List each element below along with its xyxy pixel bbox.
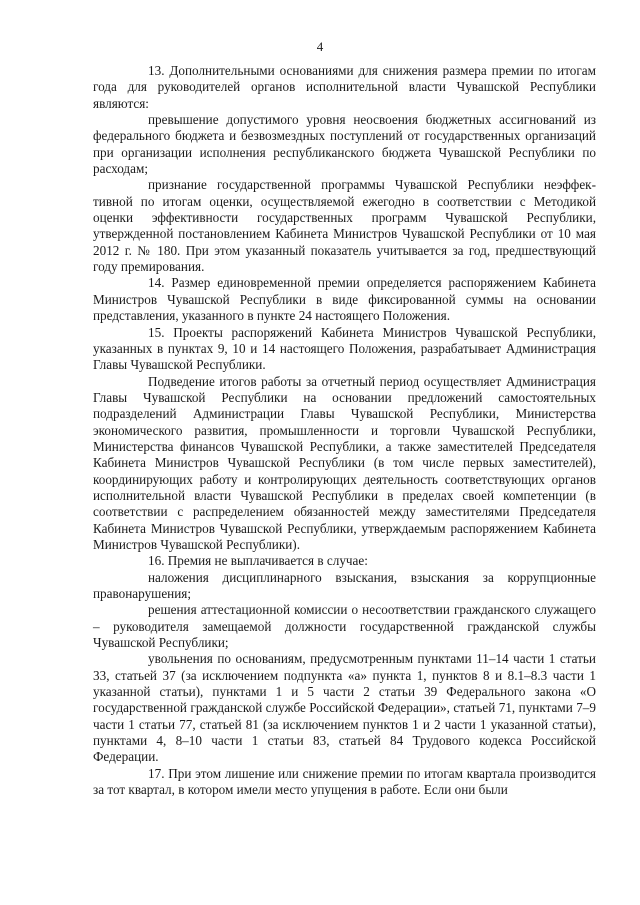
paragraph-15: 15. Проекты распоряжений Кабинета Министров Чувашской Республики, указанных в пунктах 9, 10 и 14 настоящего Положения, разрабатывает Администрация Главы Чувашской Республики. xyxy=(93,324,596,373)
paragraph-13-item-2: признание государственной программы Чувашской Республики неэффективной по итогам оценки, осуществляемой ежегодно в соответствии с Методикой оценки эффективности государственных программ Чувашской Республики, утвержденной постановлением Кабинета Министров Чувашской Республики от 10 мая 2012 г. № 180. При этом указанный показатель учитывается за год, предшествующий году премирования. xyxy=(93,177,596,275)
paragraph-13-item-1: превышение допустимого уровня неосвоения бюджетных ассигнований из федерального бюджета и безвозмездных поступлений от государственных организаций при организации исполнения республиканского бюджета Чувашской Республики по расходам; xyxy=(93,112,596,177)
paragraph-16-item-3: увольнения по основаниям, предусмотренным пунктами 11–14 части 1 статьи 33, статьей 37 (за исключением подпункта «а» пункта 1, пунктов 8 и 8.1–8.3 части 1 указанной статьи), пунктами 1 и 5 части 2 статьи 39 Федерального закона «О государственной гражданской службе Российской Федерации», статьей 71, пунктами 7–9 части 1 статьи 77, статьей 81 (за исключением пунктов 1 и 2 части 1 указанной статьи), пунктами 4, 8–10 части 1 статьи 83, статьей 84 Трудового кодекса Российской Федерации. xyxy=(93,651,596,765)
paragraph-16: 16. Премия не выплачивается в случае: xyxy=(148,553,368,569)
paragraph-17: 17. При этом лишение или снижение премии по итогам квартала производится за тот квартал, в котором имели место упущения в работе. Если они были xyxy=(93,765,596,798)
paragraph-13: 13. Дополнительными основаниями для снижения размера премии по итогам года для руководителей органов исполнительной власти Чувашской Республики являются: xyxy=(93,63,596,111)
document-body xyxy=(93,63,596,798)
paragraph-16-item-2: решения аттестационной комиссии о несоответствии гражданского служащего – руководителя замещаемой должности государственной гражданской службы Чувашской Республики; xyxy=(93,602,596,651)
paragraph-16-item-1: наложения дисциплинарного взыскания, взыскания за коррупционные правонарушения; xyxy=(93,569,596,601)
page-number: 4 xyxy=(316,39,324,54)
paragraph-15-results: Подведение итогов работы за отчетный период осуществляет Администрация Главы Чувашской Республики на основании предложений самостоятельных подразделений Администрации Главы Чувашской Республики, Министерства экономического развития, промышленности и торговли Чувашской Республики, Министерства финансов Чувашской Республики, а также заместителей Председателя Кабинета Министров Чувашской Республики (в том числе первых заместителей), координирующих работу и контролирующих деятельность соответствующих органов исполнительной власти Чувашской Республики в пределах своей компетенции (в соответствии с распределением обязанностей между заместителями Председателя Кабинета Министров Чувашской Республики, утверждаемым распоряжением Кабинета Министров Чувашской Республики). xyxy=(93,373,596,552)
paragraph-14: 14. Размер единовременной премии определяется распоряжением Кабинета Министров Чувашской Республики в виде фиксированной суммы на основании представления, указанного в пункте 24 настоящего Положения. xyxy=(93,275,596,324)
